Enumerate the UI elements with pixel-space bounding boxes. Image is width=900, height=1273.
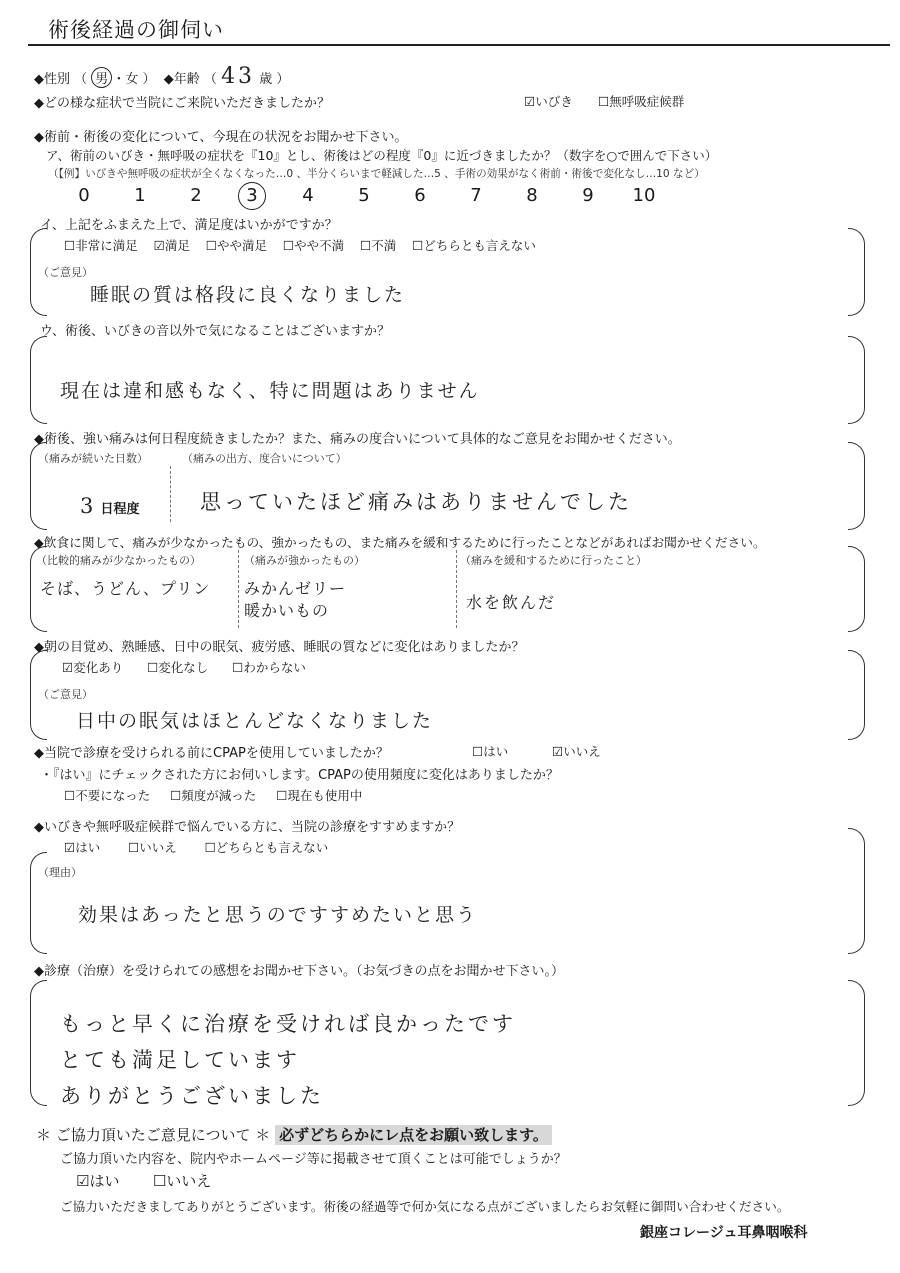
satisfaction-option-neutral[interactable]: ☐どちらとも言えない [412,238,536,253]
pain-question: ◆術後、強い痛みは何日程度続きましたか？また、痛みの度合いについて具体的なご意見をお聞かせください。 [34,432,681,447]
satisfaction-option-very[interactable]: ☐非常に満足 [64,238,138,253]
gender-male-option[interactable]: 男 [91,67,112,88]
concerns-bracket-left [30,336,47,424]
morning-option-changed[interactable]: ☑変化あり [62,660,124,675]
scale-1[interactable]: 1 [134,185,146,206]
consent-question: ご協力頂いた内容を、院内やホームページ等に掲載させて頂くことは可能でしょうか？ [60,1152,567,1167]
recommend-reason-label: （理由） [38,866,82,879]
scale-7[interactable]: 7 [470,185,482,206]
consent-heading-row [36,1124,552,1145]
concerns-bracket-right [848,336,865,424]
impression-bracket-right [848,980,865,1106]
diet-col2-answer-2[interactable]: 暖かいもの [244,601,330,620]
pain-days-unit: 日程度 [100,502,140,517]
scale-0[interactable]: 0 [78,185,90,206]
consent-options [76,1170,211,1191]
recommend-reason[interactable]: 効果はあったと思うのですすめたいと思う [78,904,478,926]
consent-star-1: ＊ [36,1126,52,1144]
impression-bracket-left [30,980,47,1106]
age-value[interactable]: 43 [221,64,256,89]
satisfaction-opinion[interactable]: 睡眠の質は格段に良くなりました [90,284,406,306]
clinic-name: 銀座コレージュ耳鼻咽喉科 [640,1225,808,1241]
scale-9[interactable]: 9 [582,185,594,206]
scale-3-selected: 3 [238,182,266,210]
scale-4[interactable]: 4 [302,185,314,206]
gender-female-option[interactable]: 女 [125,72,139,87]
consent-star-2: ＊ [255,1126,271,1144]
age-open: （ [203,72,217,87]
diet-col1-label: （比較的痛みが少なかったもの） [36,554,201,567]
satisfaction-opinion-label: （ご意見） [38,266,93,279]
symptom-option-apnea[interactable]: ☐無呼吸症候群 [598,94,685,109]
scale-5[interactable]: 5 [358,185,370,206]
morning-option-unknown[interactable]: ☐わからない [232,660,306,675]
diet-divider-2 [456,550,457,628]
pain-bracket-right [848,442,865,530]
change-scale [56,182,672,210]
recommend-option-no[interactable]: ☐いいえ [128,840,177,855]
symptom-question: ◆どの様な症状で当院にご来院いただきましたか？ [34,96,330,111]
page-title: 術後経過の御伺い [48,18,224,42]
satisfaction-question: イ、上記をふまえた上で、満足度はいかがですか？ [40,218,338,233]
gender-open: （ [74,72,88,87]
recommend-option-yes[interactable]: ☑はい [64,840,101,855]
gender-sep: ・ [112,72,126,87]
morning-options [62,658,306,676]
pain-days-value[interactable]: 3 [80,494,97,518]
diet-col2-answer-1[interactable]: みかんゼリー [244,579,347,598]
cpap-followup-option-reduced[interactable]: ☐頻度が減った [170,788,257,803]
morning-question: ◆朝の目覚め、熟睡感、日中の眠気、疲労感、睡眠の質などに変化はありましたか？ [34,640,525,655]
recommend-question: ◆いびきや無呼吸症候群で悩んでいる方に、当院の診療をすすめますか？ [34,820,461,835]
cpap-followup-options [64,786,362,804]
impression-line-3[interactable]: ありがとうございました [60,1084,324,1108]
scale-3[interactable] [224,182,280,210]
age-label: ◆年齢 [163,72,200,87]
gender-label: ◆性別 [34,72,70,87]
cpap-question: ◆当院で診療を受けられる前にCPAPを使用していましたか？ [34,746,389,761]
symptom-option-snoring[interactable]: ☑いびき [524,94,573,109]
pain-degree-label: （痛みの出方、度合いについて） [182,452,347,465]
satisfaction-bracket-right [848,228,865,316]
change-example: （【例】いびきや無呼吸の症状が全くなくなった…0 、半分くらいまで軽減した…5 、手術の効果がなく術前・術後で変化なし…10 など） [48,168,705,180]
morning-option-unchanged[interactable]: ☐変化なし [147,660,209,675]
morning-bracket-right [848,650,865,740]
scale-8[interactable]: 8 [526,185,538,206]
cpap-followup: ・『はい』にチェックされた方にお伺いします。CPAPの使用頻度に変化はありましたか？ [40,768,559,783]
morning-opinion-label: （ご意見） [38,688,93,701]
diet-col1-answer[interactable]: そば、うどん、プリン [40,579,211,598]
consent-heading: ご協力頂いたご意見について [55,1126,251,1144]
consent-notice: 必ずどちらかにレ点をお願い致します。 [275,1125,552,1145]
change-question: ◆術前・術後の変化について、今現在の状況をお聞かせ下さい。 [34,130,408,145]
cpap-option-no[interactable]: ☑いいえ [552,744,601,759]
diet-question: ◆飲食に関して、痛みが少なかったもの、強かったもの、また痛みを緩和するために行ったことなどがあればお聞かせください。 [34,535,766,550]
scale-10[interactable]: 10 [632,185,656,206]
recommend-option-neutral[interactable]: ☐どちらとも言えない [204,840,329,855]
title-underline [28,44,890,46]
satisfaction-option-somewhat[interactable]: ☐やや満足 [205,238,267,253]
pain-degree-answer[interactable]: 思っていたほど痛みはありませんでした [200,490,632,514]
profile-row [34,64,289,89]
pain-days [80,494,140,518]
diet-col3-answer[interactable]: 水を飲んだ [466,593,557,612]
cpap-option-yes[interactable]: ☐はい [472,744,509,759]
pain-days-label: （痛みが続いた日数） [38,452,148,465]
other-concerns-answer[interactable]: 現在は違和感もなく、特に問題はありません [60,380,480,402]
satisfaction-option-satisfied[interactable]: ☑満足 [153,238,190,253]
satisfaction-option-slightly-unsat[interactable]: ☐やや不満 [282,238,345,253]
footer-thanks: ご協力いただきましてありがとうございます。術後の経過等で何か気になる点がございましたらお気軽に御問い合わせください。 [60,1199,790,1214]
recommend-options [64,838,328,856]
cpap-followup-option-still[interactable]: ☐現在も使用中 [276,788,363,803]
consent-option-yes[interactable]: ☑はい [76,1172,120,1190]
pain-divider [170,466,171,522]
satisfaction-option-unsat[interactable]: ☐不満 [360,238,397,253]
other-concerns-question: ウ、術後、いびきの音以外で気になることはございますか？ [40,324,390,339]
morning-opinion[interactable]: 日中の眠気はほとんどなくなりました [76,710,434,732]
diet-col3-label: （痛みを緩和するために行ったこと） [460,554,647,567]
satisfaction-options [64,236,536,254]
change-sub-a: ア、術前のいびき・無呼吸の症状を『10』とし、術後はどの程度『0』に近づきましたか？（数字を○で囲んで下さい） [46,148,718,163]
gender-close: ） [142,72,156,87]
recommend-bracket-right [848,828,865,954]
impression-line-1[interactable]: もっと早くに治療を受ければ良かったです [60,1012,516,1036]
scale-2[interactable]: 2 [190,185,202,206]
age-unit: 歳 [259,72,273,87]
cpap-followup-option-unneeded[interactable]: ☐不要になった [64,788,151,803]
consent-option-no[interactable]: ☐いいえ [152,1172,212,1190]
impression-line-2[interactable]: とても満足しています [60,1048,300,1072]
diet-bracket-right [848,546,865,632]
scale-6[interactable]: 6 [414,185,426,206]
age-close: ） [276,72,290,87]
diet-divider-1 [238,550,239,628]
impression-question: ◆診療（治療）を受けられての感想をお聞かせ下さい。（お気づきの点をお聞かせ下さい。） [34,964,564,979]
diet-col2-label: （痛みが強かったもの） [244,554,365,567]
